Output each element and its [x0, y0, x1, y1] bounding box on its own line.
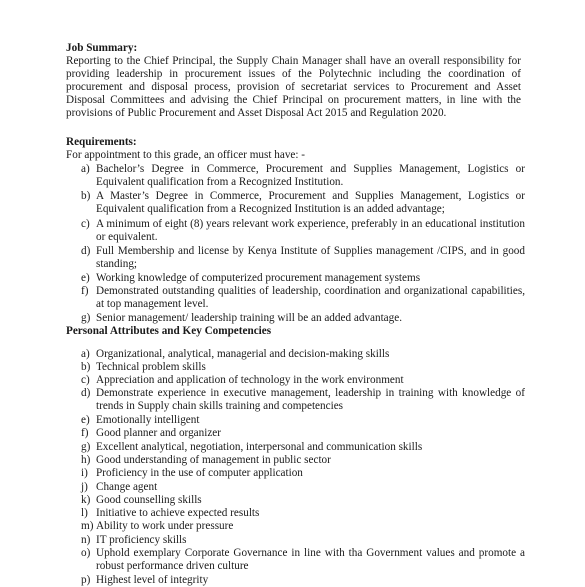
requirement-text: A Master’s Degree in Commerce, Procurement and Supplies Management, Logistics or Equivalent qualification from a Recognized Institution is an added advantage;: [96, 190, 525, 215]
requirement-item: [81, 272, 525, 285]
requirement-item: [81, 285, 525, 311]
requirement-item: [81, 190, 525, 216]
list-marker: m): [81, 520, 94, 532]
list-marker: l): [81, 507, 88, 519]
competency-item: [81, 520, 525, 533]
competency-item: [81, 348, 525, 361]
requirement-text: A minimum of eight (8) years relevant work experience, preferably in an educational institution or equivalent.: [96, 218, 525, 243]
list-marker: b): [81, 190, 91, 202]
competency-text: Appreciation and application of technology in the work environment: [96, 374, 404, 386]
competency-item: [81, 414, 525, 427]
competency-text: Proficiency in the use of computer application: [96, 467, 303, 479]
competency-item: [81, 454, 525, 467]
competency-text: Good planner and organizer: [96, 427, 221, 439]
requirement-text: Demonstrated outstanding qualities of leadership, coordination and organizational capabilities, at top management level.: [96, 285, 525, 310]
requirement-item: [81, 245, 525, 271]
competency-item: [81, 481, 525, 494]
competency-text: Good counselling skills: [96, 494, 202, 506]
list-marker: n): [81, 534, 91, 546]
requirement-item: [81, 163, 525, 189]
list-marker: a): [81, 163, 90, 175]
list-marker: g): [81, 312, 91, 324]
list-marker: k): [81, 494, 91, 506]
competency-text: Demonstrate experience in executive management, leadership in training with knowledge of trends in Supply chain skills training and competencies: [96, 387, 525, 412]
competency-text: Organizational, analytical, managerial and decision-making skills: [96, 348, 390, 360]
competency-text: Change agent: [96, 481, 158, 493]
competency-item: [81, 441, 525, 454]
list-marker: p): [81, 574, 91, 586]
list-marker: d): [81, 387, 91, 399]
requirement-text: Full Membership and license by Kenya Institute of Supplies management /CIPS, and in good standing;: [96, 245, 525, 270]
competency-text: Uphold exemplary Corporate Governance in line with tha Government values and promote a robust performance driven culture: [96, 547, 525, 572]
requirement-item: [81, 312, 525, 325]
competency-text: Technical problem skills: [96, 361, 206, 373]
competency-text: Excellent analytical, negotiation, interpersonal and communication skills: [96, 441, 423, 453]
competency-text: Good understanding of management in public sector: [96, 454, 331, 466]
competency-text: IT proficiency skills: [96, 534, 187, 546]
competency-item: [81, 427, 525, 440]
requirement-text: Working knowledge of computerized procurement management systems: [96, 272, 421, 284]
list-marker: i): [81, 467, 88, 479]
list-marker: f): [81, 285, 89, 297]
list-marker: f): [81, 427, 89, 439]
competencies-heading: Personal Attributes and Key Competencies: [66, 325, 272, 337]
job-summary-heading: Job Summary:: [66, 42, 138, 54]
requirement-text: Senior management/ leadership training will be an added advantage.: [96, 312, 402, 324]
competency-text: Initiative to achieve expected results: [96, 507, 260, 519]
list-marker: c): [81, 374, 90, 386]
list-marker: e): [81, 272, 90, 284]
competency-item: [81, 467, 525, 480]
competency-item: [81, 494, 525, 507]
requirements-intro: For appointment to this grade, an officer must have: -: [66, 149, 306, 161]
competency-text: Highest level of integrity: [96, 574, 209, 586]
job-summary-text: Reporting to the Chief Principal, the Supply Chain Manager shall have an overall responsibility for providing leadership in procurement issues of the Polytechnic including the coordination of procurement and disposal process, provision of secretariat services to Procurement and Asset Disposal Committees and advising the Chief Principal on procurement matters, in line with the provisions of Public Procurement and Asset Disposal Act 2015 and Regulation 2020.: [66, 55, 521, 119]
competency-item: [81, 534, 525, 547]
requirement-item: [81, 218, 525, 244]
list-marker: b): [81, 361, 91, 373]
list-marker: a): [81, 348, 90, 360]
competency-item: [81, 547, 525, 573]
list-marker: j): [81, 481, 88, 493]
requirement-text: Bachelor’s Degree in Commerce, Procurement and Supplies Management, Logistics or Equivalent qualification from a Recognized Institution.: [96, 163, 525, 188]
list-marker: o): [81, 547, 91, 559]
list-marker: e): [81, 414, 90, 426]
list-marker: g): [81, 441, 91, 453]
list-marker: d): [81, 245, 91, 257]
list-marker: c): [81, 218, 90, 230]
competency-text: Ability to work under pressure: [96, 520, 234, 532]
competency-item: [81, 374, 525, 387]
requirements-heading: Requirements:: [66, 136, 137, 148]
competency-item: [81, 361, 525, 374]
list-marker: h): [81, 454, 91, 466]
competency-item: [81, 507, 525, 520]
competency-item: [81, 387, 525, 413]
competency-text: Emotionally intelligent: [96, 414, 200, 426]
